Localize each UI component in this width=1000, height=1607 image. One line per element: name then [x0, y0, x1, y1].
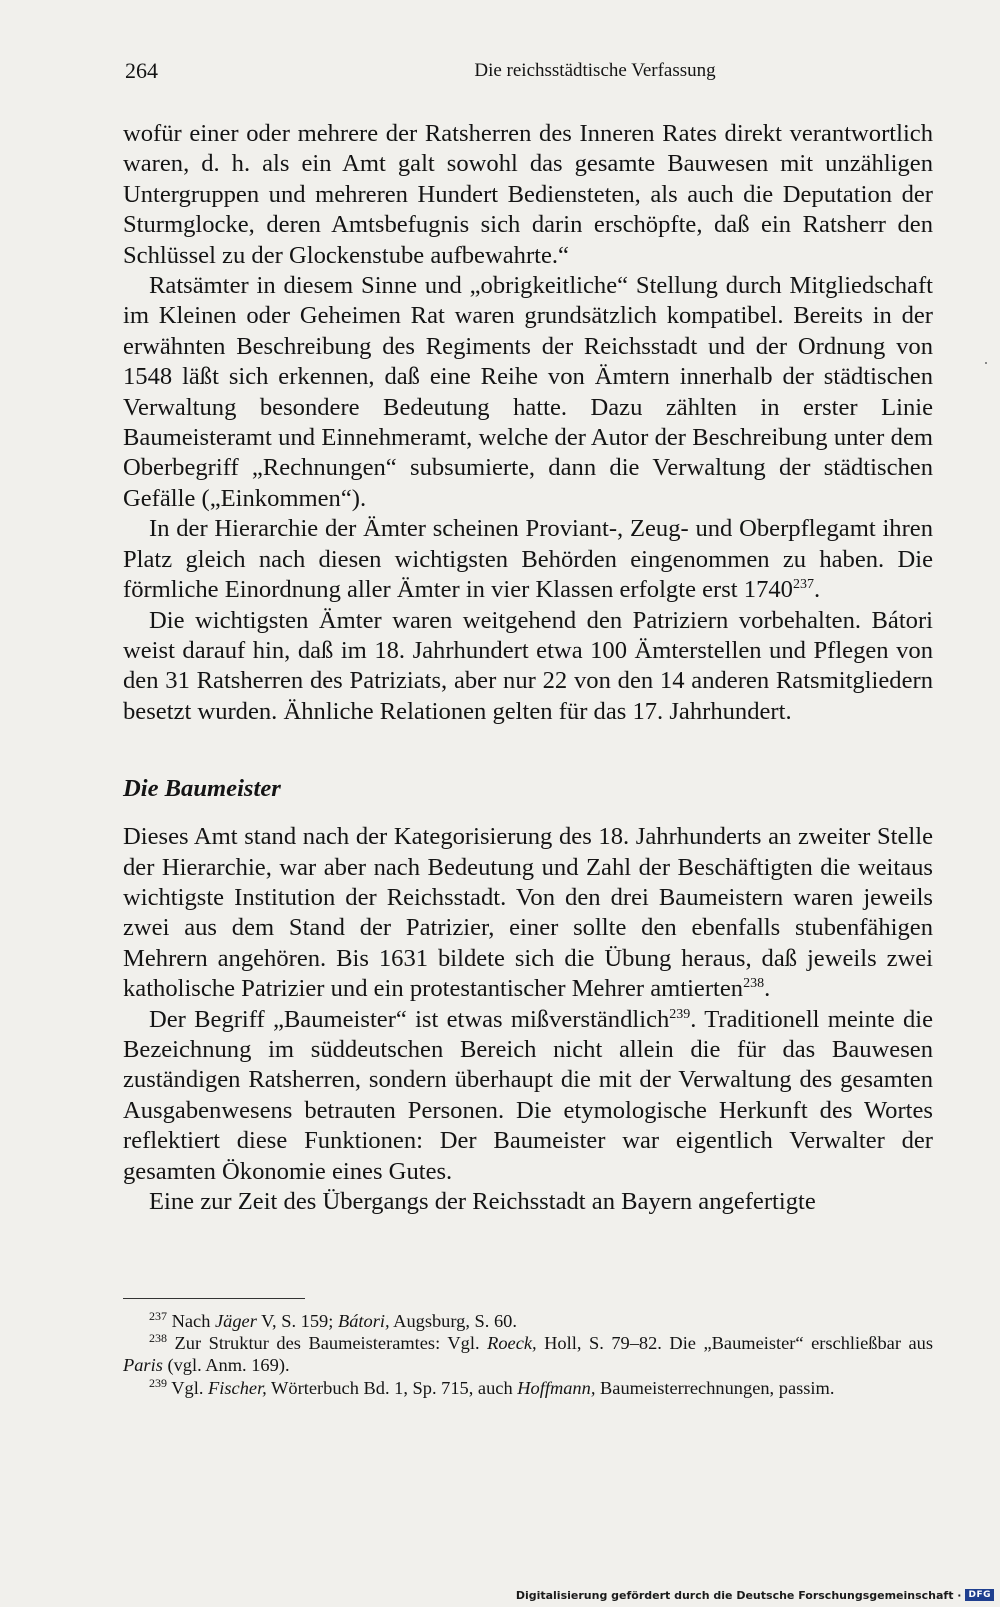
- footnote-author: Hoffmann,: [517, 1377, 596, 1398]
- paragraph-5-end: .: [764, 975, 771, 1003]
- footnote-rule: [123, 1298, 305, 1299]
- digitization-credit: Digitalisierung gefördert durch die Deutsche Forschungsgemeinschaft ·: [515, 1588, 962, 1602]
- footnote-text: Holl, S. 79–82. Die „Baumeister“ erschließbar aus: [536, 1333, 933, 1354]
- footnote-ref-239[interactable]: 239: [669, 1006, 691, 1022]
- paragraph-3: [123, 514, 933, 605]
- footnote-239: [123, 1377, 933, 1399]
- footnote-author: Fischer,: [208, 1377, 267, 1398]
- paragraph-2: Ratsämter in diesem Sinne und „obrigkeitliche“ Stellung durch Mitgliedschaft im Kleinen oder Geheimen Rat waren grundsätzlich kompatibel. Bereits in der erwähnten Beschreibung des Regiments der Reichsstadt und der Ordnung von 1548 läßt sich erkennen, daß eine Reihe von Ämtern innerhalb der städtischen Verwaltung besondere Bedeutung hatte. Dazu zählten in erster Linie Baumeisteramt und Einnehmeramt, welche der Autor der Beschreibung unter dem Oberbegriff „Rechnungen“ subsumierte, dann die Verwaltung der städtischen Gefälle („Einkommen“).: [123, 272, 933, 512]
- paragraph-6-rest: . Traditionell meinte die Bezeichnung im süddeutschen Bereich nicht allein die für das Bauwesen zuständigen Ratsherren, sondern überhaupt die mit der Verwaltung des gesamten Ausgabenwesens betrauten Personen. Die etymologische Herkunft des Wortes reflektiert diese Funktionen: Der Baumeister war eigentlich Verwalter der gesamten Ökonomie eines Gutes.: [123, 1005, 933, 1185]
- digitization-footer: [516, 1587, 994, 1603]
- footnote-237: [123, 1310, 933, 1332]
- footnote-238: [123, 1332, 933, 1376]
- footnote-author: Jäger: [215, 1311, 257, 1331]
- paragraph-4: Die wichtigsten Ämter waren weitgehend den Patriziern vorbehalten. Bátori weist darauf hin, daß im 18. Jahrhundert etwa 100 Ämterstellen und Pflegen von den 31 Ratsherren des Patriziats, aber nur 22 von den 14 anderen Ratsmitgliedern besetzt wurden. Ähnliche Relationen gelten für das 17. Jahrhundert.: [123, 606, 933, 725]
- paragraph-5: [123, 822, 933, 1004]
- paragraph-1: wofür einer oder mehrere der Ratsherren des Inneren Rates direkt verantwortlich waren, d. h. als ein Amt galt sowohl das gesamte Bauwesen mit unzähligen Untergruppen und mehreren Hundert Bediensteten, als auch die Deputation der Sturmglocke, deren Amtsbefugnis sich darin erschöpfte, daß ein Ratsherr den Schlüssel zu der Glockenstube aufbewahrte.“: [123, 120, 933, 269]
- footnote-text: Zur Struktur des Baumeisteramtes: Vgl.: [167, 1333, 488, 1354]
- footnote-text: Baumeisterrechnungen, passim.: [595, 1377, 835, 1398]
- footnote-author: Paris: [123, 1355, 163, 1376]
- dfg-logo-icon: DFG: [965, 1589, 994, 1601]
- footnote-number: 237: [149, 1308, 167, 1323]
- footnote-ref-237[interactable]: 237: [792, 576, 814, 592]
- running-title: Die reichsstädtische Verfassung: [474, 60, 716, 81]
- paragraph-3-end: .: [813, 576, 821, 604]
- footnote-text: V, S. 159;: [256, 1311, 338, 1331]
- page-number: 264: [125, 58, 158, 83]
- footnote-text: Vgl.: [167, 1377, 209, 1398]
- footnote-number: 239: [149, 1375, 167, 1390]
- paragraph-6: [123, 1005, 933, 1187]
- footnotes: [123, 1310, 933, 1399]
- footnote-number: 238: [149, 1331, 167, 1346]
- section-gap: [123, 727, 933, 774]
- paragraph-3-text: In der Hierarchie der Ämter scheinen Proviant-, Zeug- und Oberpflegamt ihren Platz gleich nach diesen wichtigsten Behörden eingenommen zu haben. Die förmliche Einordnung aller Ämter in vier Klassen erfolgte erst 1740: [123, 515, 933, 604]
- footnote-author: Bátori,: [337, 1311, 390, 1331]
- running-head: [125, 58, 927, 88]
- footnote-text: Augsburg, S. 60.: [389, 1311, 517, 1331]
- paragraph-6-start: Der Begriff „Baumeister“ ist etwas mißverständlich: [149, 1005, 670, 1033]
- footnote-text: (vgl. Anm. 169).: [162, 1355, 290, 1376]
- footnote-text: Nach: [167, 1311, 215, 1331]
- paragraph-5-text: Dieses Amt stand nach der Kategorisierung des 18. Jahrhunderts an zweiter Stelle der Hierarchie, war aber nach Bedeutung und Zahl der Beschäftigten die weitaus wichtigste Institution der Reichsstadt. Von den drei Baumeistern waren jeweils zwei aus dem Stand der Patrizier, einer sollte den ebenfalls stubenfähigen Mehrern angehören. Bis 1631 bildete sich die Übung heraus, daß jeweils zwei katholische Patrizier und ein protestantischer Mehrer amtierten: [123, 823, 933, 1003]
- body-text: [123, 119, 933, 1217]
- section-heading: Die Baumeister: [123, 775, 281, 803]
- footnote-author: Roeck,: [487, 1333, 537, 1354]
- footnote-text: Wörterbuch Bd. 1, Sp. 715, auch: [266, 1377, 518, 1398]
- scan-speck: [985, 362, 987, 364]
- footnote-ref-238[interactable]: 238: [743, 975, 765, 991]
- paragraph-7: Eine zur Zeit des Übergangs der Reichsstadt an Bayern angefertigte: [149, 1188, 816, 1215]
